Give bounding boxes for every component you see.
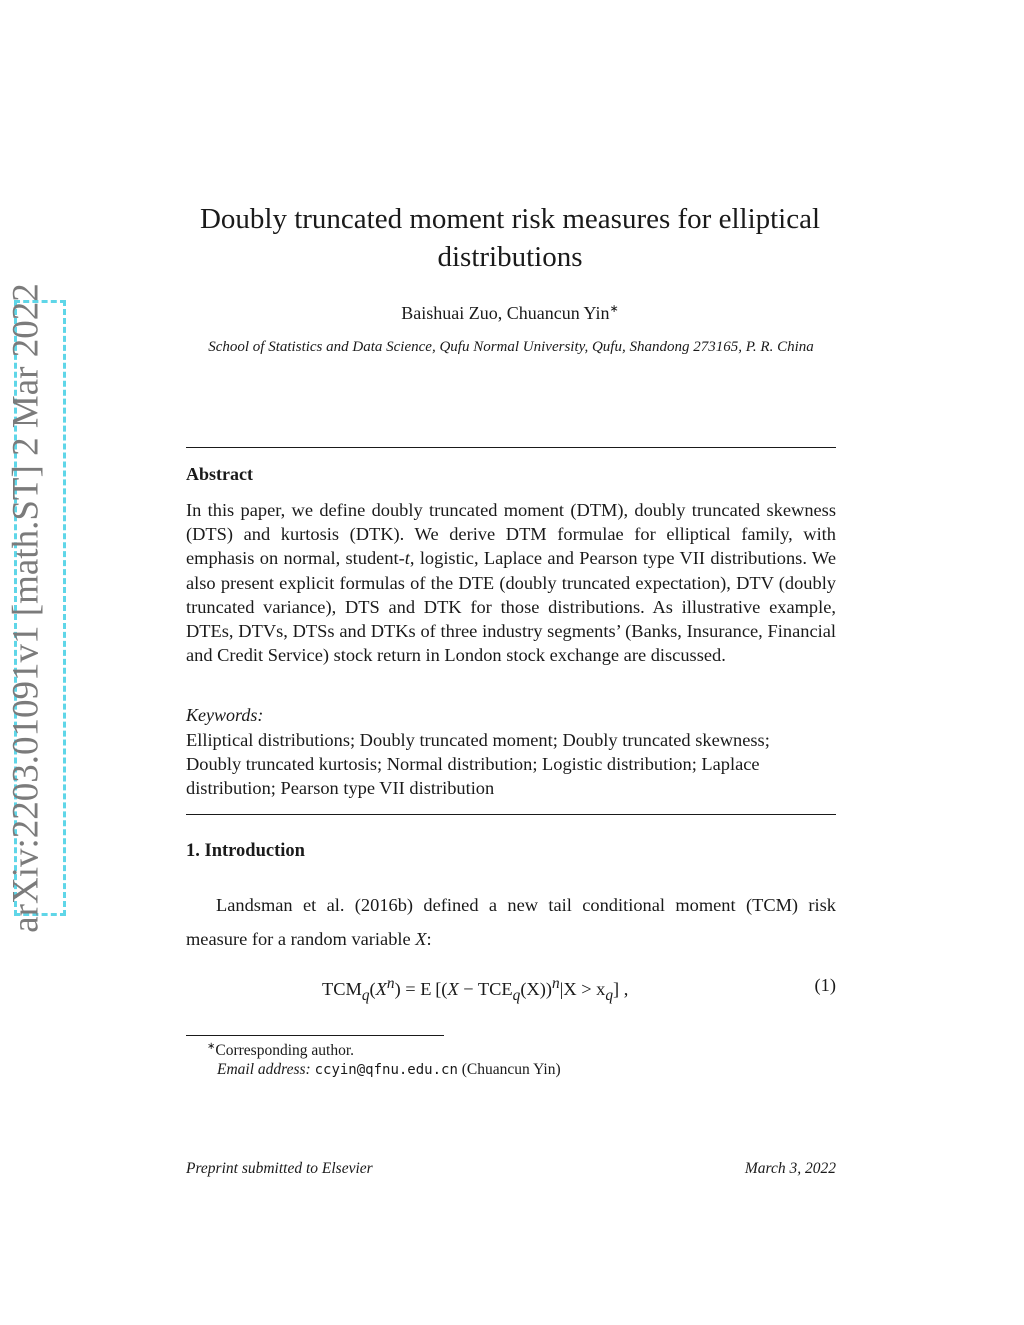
abstract-text-part2: , logistic, Laplace and Pearson type VII distributions. We also present explicit formulas of the DTE (doubly truncated expectation), DTV (doubly truncated variance), DTS and DTK for those distributions. As illustrative example, DTEs, DTVs, DTSs and DTKs of three industry segments’ (Banks, Insurance, Financial and Credit Service) stock return in London stock exchange are discussed.	[186, 548, 836, 666]
eq-var-x-2: X	[447, 979, 459, 1000]
author-affiliation: School of Statistics and Data Science, Qufu Normal University, Qufu, Shandong 273165, P. R. China	[208, 339, 814, 355]
footer-preprint-note: Preprint submitted to Elsevier	[186, 1160, 373, 1177]
eq-given: |X > x	[559, 979, 606, 1000]
abstract-text-part1: In this paper, we define doubly truncated moment (DTM), doubly truncated skewness (DTS) and kurtosis (DTK). We derive DTM formulae for elliptical family, with emphasis on normal, student-	[186, 500, 836, 569]
eq-sub-q: q	[361, 986, 370, 1004]
footnote-rule	[186, 1035, 444, 1036]
eq-bracket-open: [(	[435, 979, 448, 1000]
intro-text-part2: :	[426, 929, 432, 949]
abstract-t-symbol: t	[404, 548, 410, 569]
equation-1	[186, 975, 836, 1003]
footnote-email	[217, 1061, 561, 1079]
footnote-mark: ∗	[207, 1041, 216, 1052]
email-label: Email address:	[217, 1061, 311, 1078]
author-list	[160, 302, 860, 324]
eq-sup-n: n	[386, 975, 395, 992]
keywords-heading: Keywords:	[186, 705, 264, 725]
corresponding-author-mark[interactable]: ∗	[609, 303, 619, 315]
introduction-paragraph	[186, 888, 836, 956]
eq-equals-e: ) = E	[394, 979, 432, 1000]
intro-text-part1: Landsman et al. (2016b) defined a new tail conditional moment (TCM) risk measure for a random variable	[186, 895, 836, 949]
eq-close: ] ,	[613, 979, 629, 1000]
section-heading-introduction: 1. Introduction	[186, 841, 305, 861]
footnote-corresponding-author	[207, 1041, 354, 1060]
eq-tcm: TCM	[322, 979, 362, 1000]
eq-sub-q-2: q	[512, 986, 521, 1004]
eq-sub-q-3: q	[605, 986, 614, 1004]
eq-var-x: X	[375, 979, 387, 1000]
paper-title: Doubly truncated moment risk measures for elliptical distributions	[199, 203, 821, 273]
keywords-list: Elliptical distributions; Doubly truncated moment; Doubly truncated skewness; Doubly truncated kurtosis; Normal distribution; Logistic distribution; Laplace distribution; Pearson type VII distribution	[186, 730, 770, 799]
eq-minus-tce: − TCE	[458, 979, 513, 1000]
abstract-top-rule	[186, 447, 836, 448]
eq-sup-n-2: n	[551, 975, 560, 992]
author-names: Baishuai Zuo, Chuancun Yin	[401, 303, 610, 323]
footer-date: March 3, 2022	[744, 1160, 836, 1177]
intro-x-symbol: X	[415, 929, 427, 949]
equation-number: (1)	[814, 975, 836, 995]
eq-paren-x: (X))	[520, 979, 552, 1000]
equation-1-formula: $TCM_q(X^n) = E$ $[(X - TCE_q(X))^n|X > x_q]$ ,	[322, 975, 629, 1004]
footnote-corresponding-text: Corresponding author.	[215, 1042, 355, 1060]
arxiv-identifier[interactable]: arXiv:2203.01091v1 [math.ST] 2 Mar 2022	[5, 283, 47, 933]
abstract-text	[186, 498, 836, 667]
email-address-link[interactable]: ccyin@qfnu.edu.cn	[314, 1062, 458, 1078]
abstract-heading: Abstract	[186, 464, 253, 484]
email-owner: (Chuancun Yin)	[461, 1061, 561, 1078]
abstract-bottom-rule	[186, 814, 836, 815]
